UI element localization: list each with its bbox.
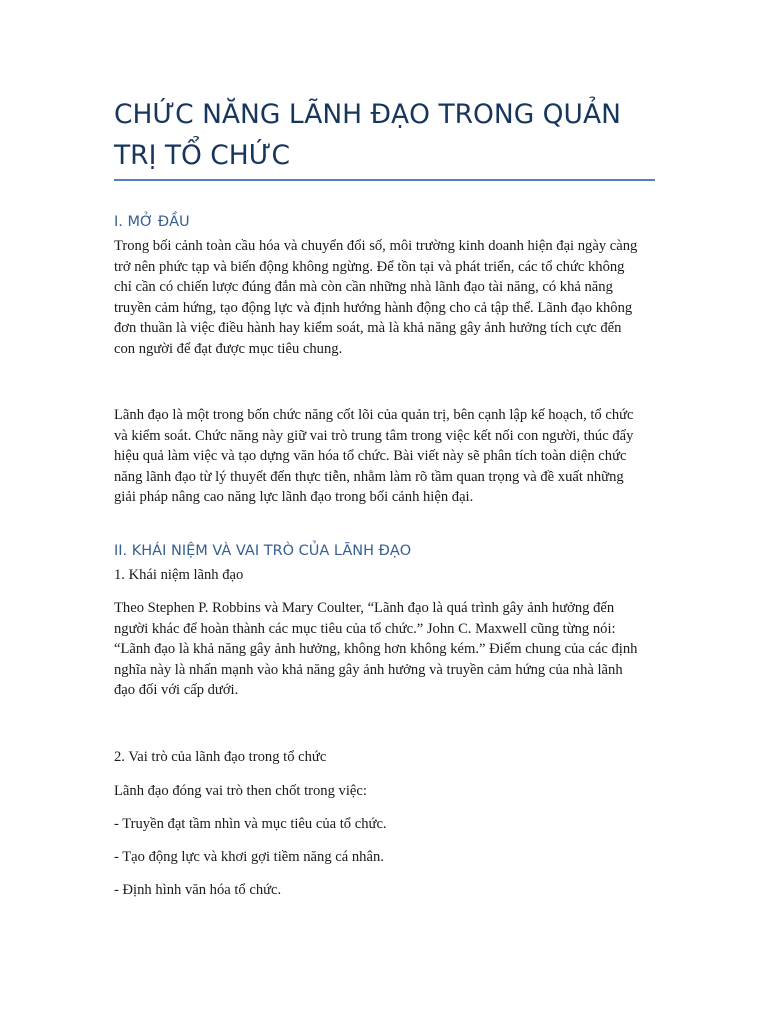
subheading-concept: 1. Khái niệm lãnh đạo bbox=[114, 567, 244, 583]
intro-paragraph-2 bbox=[114, 405, 655, 508]
subheading-role: 2. Vai trò của lãnh đạo trong tổ chức bbox=[114, 749, 327, 765]
text-line: đạo đối với cấp dưới. bbox=[114, 682, 239, 698]
concept-paragraph bbox=[114, 598, 655, 701]
text-line: con người để đạt được mục tiêu chung. bbox=[114, 340, 343, 357]
title-line: CHỨC NĂNG LÃNH ĐẠO TRONG QUẢN bbox=[114, 99, 621, 130]
text-line: đơn thuần là việc điều hành hay kiểm soát, mà là khả năng gây ảnh hưởng tích cực đến bbox=[114, 320, 622, 336]
text-line: và kiểm soát. Chức năng này giữ vai trò trung tâm trong việc kết nối con người, thúc đẩy bbox=[114, 427, 634, 444]
section-heading-concept-role: II. KHÁI NIỆM VÀ VAI TRÒ CỦA LÃNH ĐẠO bbox=[114, 543, 412, 559]
list-item: - Định hình văn hóa tổ chức. bbox=[114, 882, 282, 898]
text-line: Trong bối cảnh toàn cầu hóa và chuyển đổi số, môi trường kinh doanh hiện đại ngày càng bbox=[114, 238, 638, 254]
list-item: - Truyền đạt tầm nhìn và mục tiêu của tổ chức. bbox=[114, 816, 387, 832]
text-line: giải pháp nâng cao năng lực lãnh đạo trong bối cảnh hiện đại. bbox=[114, 489, 474, 505]
text-line: Theo Stephen P. Robbins và Mary Coulter, “Lãnh đạo là quá trình gây ảnh hưởng đến bbox=[114, 600, 615, 616]
title-underline-rule bbox=[114, 179, 655, 181]
title-line: TRỊ TỔ CHỨC bbox=[114, 140, 290, 171]
intro-paragraph-1 bbox=[114, 236, 655, 359]
list-item: - Tạo động lực và khơi gợi tiềm năng cá nhân. bbox=[114, 849, 384, 865]
section-heading-introduction: I. MỞ ĐẦU bbox=[114, 214, 190, 230]
text-line: người khác để hoàn thành các mục tiêu của tổ chức.” John C. Maxwell cũng từng nói: bbox=[114, 620, 616, 637]
text-line: truyền cảm hứng, tạo động lực và định hướng hành động cho cả tập thể. Lãnh đạo không bbox=[114, 299, 633, 316]
text-line: nghĩa này là nhấn mạnh vào khả năng gây ảnh hưởng và truyền cảm hứng của nhà lãnh bbox=[114, 661, 623, 678]
role-intro-text: Lãnh đạo đóng vai trò then chốt trong việc: bbox=[114, 783, 367, 799]
text-line: trở nên phức tạp và biến động không ngừng. Để tồn tại và phát triển, các tổ chức không bbox=[114, 258, 625, 275]
text-line: hiệu quả làm việc và tạo dựng văn hóa tổ chức. Bài viết này sẽ phân tích toàn diện chức bbox=[114, 448, 627, 464]
text-line: “Lãnh đạo là khả năng gây ảnh hưởng, không hơn không kém.” Điểm chung của các định bbox=[114, 641, 638, 657]
text-line: chỉ cần có chiến lược đúng đắn mà còn cần những nhà lãnh đạo tài năng, có khả năng bbox=[114, 279, 613, 295]
text-line: năng lãnh đạo từ lý thuyết đến thực tiễn, nhằm làm rõ tầm quan trọng và đề xuất những bbox=[114, 468, 624, 485]
document-title bbox=[114, 94, 655, 176]
text-line: Lãnh đạo là một trong bốn chức năng cốt lõi của quản trị, bên cạnh lập kế hoạch, tổ chức bbox=[114, 407, 634, 423]
